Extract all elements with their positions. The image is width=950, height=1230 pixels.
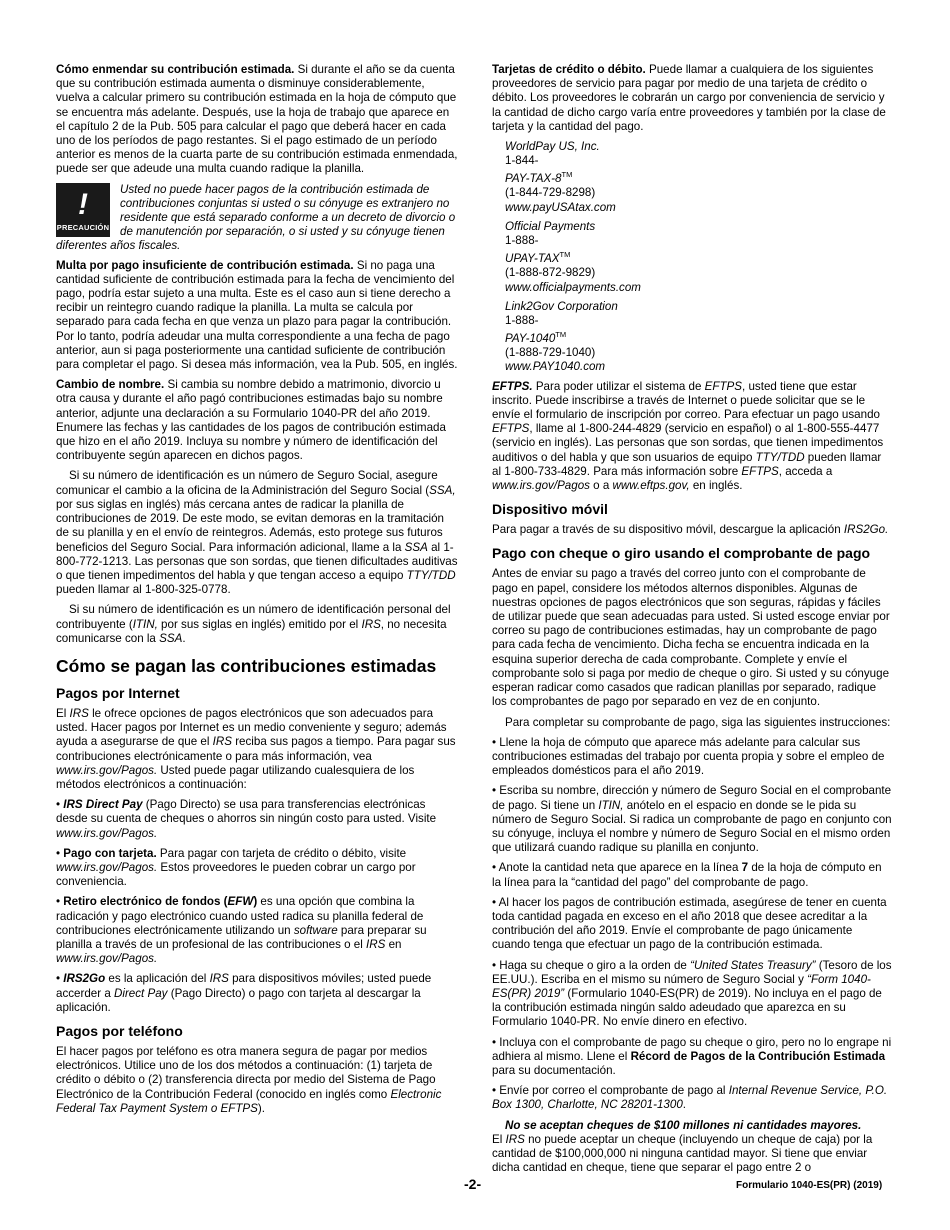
instruction-bullet: • Anote la cantidad neta que aparece en la línea 7 de la hoja de cómputo en la línea para la “cantidad del pago” del comprobante de pago. bbox=[492, 861, 882, 889]
check-heading: Pago con cheque o giro usando el comprobante de pago bbox=[492, 545, 871, 562]
phone-heading: Pagos por teléfono bbox=[56, 1022, 183, 1039]
name-change-paragraph: Cambio de nombre. Si cambia su nombre debido a matrimonio, divorcio u otra causa y durante el año pagó contribuciones estimadas bajo su nombre anterior, adjunte una declaración a su Formulario 1040-PR del año 2019. Enumere las fechas y las cantidades de los pagos de contribución estimada que hizo en el año 2019. Incluya su nombre y número de identificación del contribuyente según aparecen en dichos pagos. bbox=[56, 378, 446, 463]
provider-url[interactable]: www.PAY1040.com bbox=[505, 360, 606, 374]
instruction-bullet: • Llene la hoja de cómputo que aparece más adelante para calcular sus contribuciones estimadas del trabajo por cuenta propia y sobre el empleo de empleados domésticos para el año 2019. bbox=[492, 735, 885, 778]
page-number: -2- bbox=[464, 1176, 482, 1192]
bullet-direct-pay: • IRS Direct Pay (Pago Directo) se usa para transferencias electrónicas desde su cuenta de cheques o ahorros sin ningún costo para usted. Visite www.irs.gov/Pagos. bbox=[56, 798, 437, 840]
eftps-paragraph: EFTPS. Para poder utilizar el sistema de EFTPS, usted tiene que estar inscrito. Puede inscribirse a través de Internet o puede solicitar que se le envíe el formulario de inscripción por correo. Para efectuar un pago usando EFTPS, llame al 1-800-244-4829 (servicio en español) o al 1-800-555-4477 (servicio en inglés). Las personas que son sordas, que tienen impedimentos auditivos o del habla y que son usuarios de equipo TTY/TDD pueden llamar al 1-800-733-4829. Para más información sobre EFTPS, acceda a www.irs.gov/Pagos o a www.eftps.gov, en inglés. bbox=[492, 379, 884, 493]
left-column bbox=[56, 63, 460, 1122]
penalty-paragraph: Multa por pago insuficiente de contribución estimada. Si no paga una cantidad suficiente de contribución estimada para la fecha de vencimiento del pago, podría estar sujeto a una multa. Este es el caso aun si tiene derecho a recibir un reintegro cuando radique la planilla. La multa se calcula por separado para cada fecha en que venza un plazo para pagar la contribución. Por lo tanto, podría adeudar una multa correspondiente a una fecha de pago anterior, aun si paga posteriormente una cantidad suficiente de contribución para completar el pago. Si desea más información, vea la Pub. 505, en inglés. bbox=[56, 258, 458, 372]
instruction-bullet: • Al hacer los pagos de contribución estimada, asegúrese de tener en cuenta toda cantidad pagada en exceso en el año 2018 que desee acreditar a la contribución del año 2019. Envíe el comprobante de pago únicamente cuando tenga que efectuar un pago de la contribución estimada. bbox=[492, 895, 887, 952]
internet-heading: Pagos por Internet bbox=[56, 684, 180, 701]
caution-text: Usted no puede hacer pagos de la contribución estimada de contribuciones conjuntas si usted o su cónyuge es extranjero no residente que está separado conforme a un decreto de divorcio o de manutención por separación, o si usted y su cónyuge tienen diferentes años fiscales. bbox=[56, 182, 456, 253]
provider-official-payments: Official Payments 1-888- UPAY-TAX™ (1-888-872-9829) www.officialpayments.com bbox=[505, 220, 892, 295]
caution-icon: ! PRECAUCIÓN bbox=[56, 183, 110, 237]
check-paragraph: Antes de enviar su pago a través del correo junto con el comprobante de pago en papel, considere los métodos alternos disponibles. Algunas de nuestras opciones de pagos electrónicos que son seguras, rápidas y fáciles de utilizar puede que sean adecuadas para usted. Si usted escoge enviar por correo su pago de contribuciones estimadas, hay un comprobante de pago para cada fecha de vencimiento. Dicha fecha se encuentra indicada en la esquina superior derecha de cada comprobante. Complete y envíe el comprobante solo si paga por medio de cheque o giro. Si usted y su cónyuge esperan radicar como casados que radican planillas por separado, radique los comprobantes de pago por separado en vez de en conjunto. bbox=[492, 567, 890, 709]
phone-paragraph: El hacer pagos por teléfono es otra manera segura de pagar por medios electrónicos. Utilice uno de los dos métodos a continuación: (1) tarjeta de crédito o débito o (2) transferencia directa por medio del Sistema de Pago Electrónico de la Contribución Federal (conocido en inglés como Electronic Federal Tax Payment System o EFTPS). bbox=[56, 1044, 442, 1115]
irs-pagos-link[interactable]: www.irs.gov/Pagos bbox=[492, 479, 590, 493]
irs-pagos-link[interactable]: www.irs.gov/Pagos. bbox=[56, 826, 158, 840]
provider-worldpay: WorldPay US, Inc. 1-844- PAY-TAX-8™ (1-844-729-8298) www.payUSAtax.com bbox=[505, 140, 892, 215]
bullet-efw: • Retiro electrónico de fondos (EFW) es una opción que combina la radicación y pago electrónico cuando usted radica su planilla federal de contribuciones electrónicamente utilizando un software para preparar su planilla a través de un profesional de las contribuciones o el IRS en www.irs.gov/Pagos. bbox=[56, 895, 427, 966]
irs-pagos-link[interactable]: www.irs.gov/Pagos. bbox=[56, 860, 158, 874]
eftps-link[interactable]: www.eftps.gov, bbox=[612, 479, 690, 493]
mobile-heading: Dispositivo móvil bbox=[492, 501, 608, 518]
instruction-bullet: • Haga su cheque o giro a la orden de “United States Treasury” (Tesoro de los EE.UU.). Escriba en el mismo su número de Seguro Social y “Form 1040-ES(PR) 2019” (Formulario 1040-ES(PR) de 2019). No incluya en el pago de la contribución estimada ningún saldo adeudado que aparezca en su Formulario 1040-PR. No envíe dinero en efectivo. bbox=[492, 958, 892, 1029]
bullet-card-payment: • Pago con tarjeta. Para pagar con tarjeta de crédito o débito, visite www.irs.gov/Pagos. Estos proveedores le pueden cobrar un cargo por conveniencia. bbox=[56, 846, 416, 889]
bullet-irs2go: • IRS2Go es la aplicación del IRS para dispositivos móviles; usted puede accerder a Direct Pay (Pago Directo) o pago con tarjeta al descargar la aplicación. bbox=[56, 972, 432, 1014]
instruction-bullet: • Envíe por correo el comprobante de pago al Internal Revenue Service, P.O. Box 1300, Charlotte, NC 28201-1300. bbox=[492, 1084, 888, 1112]
provider-url[interactable]: www.officialpayments.com bbox=[505, 280, 641, 294]
instruction-bullet: • Escriba su nombre, dirección y número de Seguro Social en el comprobante de pago. Si tiene un ITIN, anótelo en el espacio en donde se le pida su número de Seguro Social. Si radica un comprobante de pago en conjunto con su cónyuge, incluya el nombre y número de Seguro Social en el mismo orden que utilizará cuando radique su planilla en conjunto. bbox=[492, 784, 892, 855]
complete-intro: Para completar su comprobante de pago, siga las siguientes instrucciones: bbox=[505, 715, 891, 729]
irs-pagos-link[interactable]: www.irs.gov/Pagos. bbox=[56, 763, 158, 777]
internet-paragraph: El IRS le ofrece opciones de pagos electrónicos que son adecuados para usted. Hacer pagos por Internet es un medio conveniente y seguro; además ayuda a asegurarse de que el IRS reciba sus pagos a tiempo. Para pagar sus contribuciones electrónicamente o para más información, vea www.irs.gov/Pagos. Usted puede pagar utilizando cualesquiera de los métodos electrónicos a continuación: bbox=[56, 706, 456, 791]
amend-paragraph: Cómo enmendar su contribución estimada. Si durante el año se da cuenta que su contribución estimada aumenta o disminuye considerablemente, vuelva a calcular primero su contribución estimada en la hoja de cómputo que se encuentra más adelante. Después, use la hoja de trabajo que aparece en el capítulo 2 de la Pub. 505 para calcular el pago que deberá hacer en cada uno de los períodos de pago restantes. Si el pago estimado de un período anterior es menos de la cuarta parte de su contribución estimada enmendada, puede ser que adeude una multa cuando radique la planilla. bbox=[56, 63, 458, 176]
instruction-bullet: • Incluya con el comprobante de pago su cheque o giro, pero no lo engrape ni adhiera al mismo. Llene el Récord de Pagos de la Contribución Estimada para su documentación. bbox=[492, 1035, 892, 1077]
no-large-checks-paragraph: No se aceptan cheques de $100 millones ni cantidades mayores. El IRS no puede aceptar un cheque (incluyendo un cheque de caja) por la cantidad de $100,000,000 ni ninguna cantidad mayor. Si tiene que enviar dicha cantidad en cheque, tiene que separar el pago entre 2 o bbox=[492, 1118, 873, 1175]
mobile-paragraph: Para pagar a través de su dispositivo móvil, descargue la aplicación IRS2Go. bbox=[492, 523, 889, 537]
provider-url[interactable]: www.payUSAtax.com bbox=[505, 200, 616, 214]
itin-paragraph: Si su número de identificación es un número de identificación personal del contribuyente (ITIN, por sus siglas en inglés) emitido por el IRS, no necesita comunicarse con la SSA. bbox=[56, 603, 451, 645]
provider-link2gov: Link2Gov Corporation 1-888- PAY-1040™ (1-888-729-1040) www.PAY1040.com bbox=[505, 300, 892, 375]
right-column bbox=[492, 63, 892, 1181]
how-to-pay-heading: Cómo se pagan las contribuciones estimadas bbox=[56, 655, 437, 676]
form-label: Formulario 1040-ES(PR) (2019) bbox=[736, 1180, 883, 1191]
cards-paragraph: Tarjetas de crédito o débito. Puede llamar a cualquiera de los siguientes proveedores de servicio para pagar por medio de una tarjeta de crédito o débito. Los proveedores le cobrarán un cargo por conveniencia de servicio y la cantidad de dicho cargo varía entre proveedores y también por la clase de tarjeta y la cantidad del pago. bbox=[492, 63, 886, 133]
ssn-paragraph: Si su número de identificación es un número de Seguro Social, asegure comunicar el cambio a la oficina de la Administración del Seguro Social (SSA, por sus siglas en inglés) más cercana antes de radicar la planilla de contribuciones de 2019. De este modo, se evitan demoras en la tramitación de su planilla y en el envío de reintegros. Además, esto protege sus futuros beneficios del Seguro Social. Para información adicional, llame a la SSA al 1-800-772-1213. Las personas que son sordas, que tienen dificultades auditivas o que tienen impedimentos del habla y que tengan acceso a equipo TTY/TDD pueden llamar al 1-800-325-0778. bbox=[56, 469, 458, 597]
caution-box bbox=[56, 183, 460, 254]
irs-pagos-link[interactable]: www.irs.gov/Pagos. bbox=[56, 952, 158, 966]
